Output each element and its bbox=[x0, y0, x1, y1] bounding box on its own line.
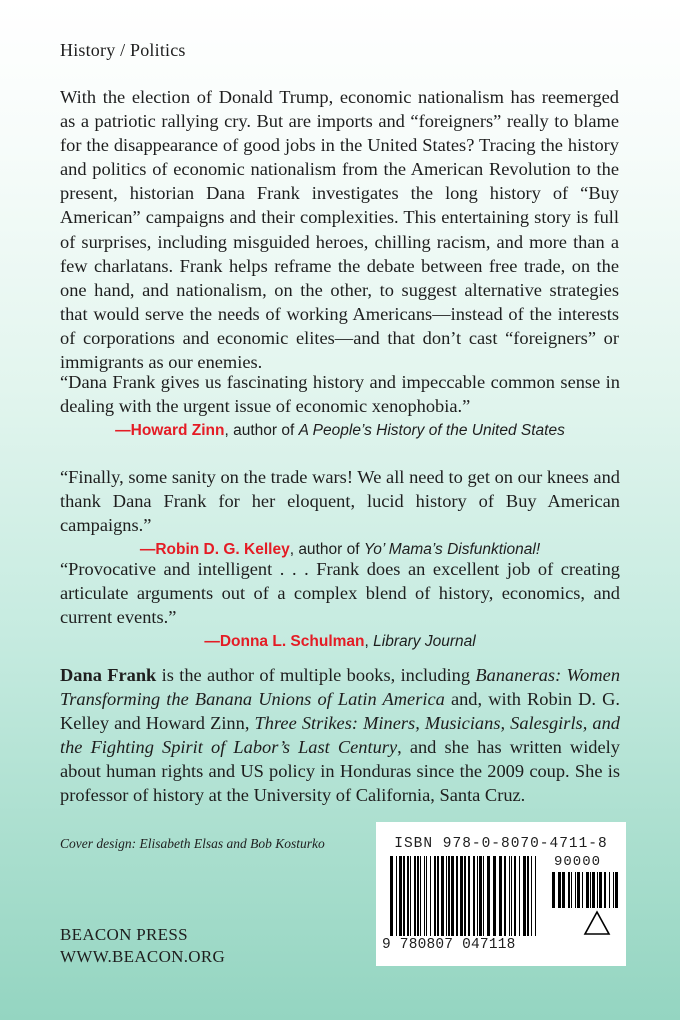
barcode-bar bbox=[426, 856, 427, 936]
barcode-bar bbox=[460, 856, 463, 936]
attribution-work: Yo’ Mama’s Disfunktional! bbox=[363, 541, 541, 559]
barcode-bar bbox=[511, 856, 512, 936]
barcode-bar bbox=[477, 856, 478, 936]
attribution-name: Donna L. Schulman bbox=[219, 633, 365, 651]
publisher-name: BEACON PRESS bbox=[60, 925, 188, 944]
publisher-block bbox=[60, 924, 225, 968]
barcode-bar bbox=[535, 856, 536, 936]
barcode-bar bbox=[575, 872, 576, 908]
price-code: 90000 bbox=[554, 854, 602, 870]
barcode-bar bbox=[407, 856, 409, 936]
endorsement-quote-1 bbox=[60, 370, 620, 442]
attribution-work: A People’s History of the United States bbox=[298, 422, 565, 440]
attribution-dash: — bbox=[204, 633, 220, 651]
quote-text: “Finally, some sanity on the trade wars! We all need to get on our knees and thank Dana Frank for her eloquent, lucid history of Buy American campaigns.” bbox=[60, 467, 620, 536]
barcode-bar bbox=[468, 856, 470, 936]
isbn-label: ISBN 978-0-8070-4711-8 bbox=[394, 836, 608, 852]
barcode-bar bbox=[390, 856, 393, 936]
barcode-bar bbox=[582, 872, 583, 908]
barcode-bar bbox=[446, 856, 447, 936]
barcode-bar bbox=[568, 872, 570, 908]
barcode-bar bbox=[597, 872, 598, 908]
quote-attribution bbox=[60, 631, 620, 653]
barcode-bar bbox=[562, 872, 565, 908]
barcode-bar bbox=[615, 872, 618, 908]
barcode-bar bbox=[399, 856, 402, 936]
barcode-bar bbox=[464, 856, 466, 936]
bio-text: and, with Robin D. G. Kelley and Howard Zinn, bbox=[60, 688, 621, 733]
quote-text: “Provocative and intelligent . . . Frank does an excellent job of creating articulate arguments out of a complex blend of history, economics, and current events.” bbox=[60, 559, 620, 628]
barcode-bar bbox=[493, 856, 496, 936]
barcode-bar bbox=[509, 856, 510, 936]
barcode-bar bbox=[424, 856, 425, 936]
barcode-bar bbox=[599, 872, 602, 908]
attribution-role: , author of bbox=[289, 541, 364, 559]
barcode-bar bbox=[531, 856, 532, 936]
barcode-bar bbox=[514, 856, 516, 936]
quote-text: “Dana Frank gives us fascinating history and impeccable common sense in dealing with the urgent issue of economic xenophobia.” bbox=[60, 372, 620, 417]
barcode-bar bbox=[609, 872, 610, 908]
bio-text: is the author of multiple books, including bbox=[156, 665, 476, 685]
attribution-work: Library Journal bbox=[373, 633, 476, 651]
barcode-bar bbox=[590, 872, 591, 908]
author-name: Dana Frank bbox=[60, 665, 157, 685]
barcode-block bbox=[376, 822, 626, 966]
barcode-bar bbox=[504, 856, 506, 936]
endorsement-quote-3 bbox=[60, 557, 620, 653]
barcode-bar bbox=[487, 856, 490, 936]
barcode-bar bbox=[451, 856, 454, 936]
barcode-bar bbox=[414, 856, 416, 936]
barcode-bar bbox=[483, 856, 484, 936]
category-label: History / Politics bbox=[60, 40, 186, 60]
author-bio bbox=[60, 664, 620, 807]
barcode-bar bbox=[552, 872, 555, 908]
barcode-bar bbox=[396, 856, 397, 936]
bio-text: , and she has written widely about human rights and US policy in Honduras since the 2009 coup. She is professor of history at the University of California, Santa Cruz. bbox=[60, 736, 620, 805]
price-addon-barcode bbox=[552, 872, 618, 908]
barcode-bar bbox=[403, 856, 405, 936]
attribution-name: Howard Zinn bbox=[130, 422, 225, 440]
barcode-bar bbox=[577, 872, 580, 908]
barcode-bar bbox=[558, 872, 561, 908]
publisher-website: WWW.BEACON.ORG bbox=[60, 947, 226, 966]
attribution-name: Robin D. G. Kelley bbox=[155, 541, 290, 559]
attribution-role: , author of bbox=[224, 422, 299, 440]
cover-design-credit: Cover design: Elisabeth Elsas and Bob Kosturko bbox=[60, 836, 325, 851]
barcode-bar bbox=[420, 856, 421, 936]
barcode-bar bbox=[441, 856, 444, 936]
attribution-dash: — bbox=[115, 422, 131, 440]
barcode-bar bbox=[448, 856, 450, 936]
endorsement-quote-2 bbox=[60, 465, 620, 561]
barcode-bar bbox=[410, 856, 411, 936]
barcode-bar bbox=[613, 872, 614, 908]
attribution-role: , bbox=[364, 633, 374, 651]
barcode-bar bbox=[417, 856, 419, 936]
barcode-bar bbox=[499, 856, 502, 936]
barcode-bar bbox=[434, 856, 436, 936]
book-description: With the election of Donald Trump, economic nationalism has reemerged as a patriotic rallying cry. But are imports and “foreigners” really to blame for the disappearance of good jobs in the United States? Tracing the history and politics of economic nationalism from the American Revolution to the present, historian Dana Frank investigates the long history of “Buy American” campaigns and their complexities. This entertaining story is full of surprises, including misguided heroes, chilling racism, and more than a few charlatans. Frank helps reframe the debate between free trade, on the one hand, and nationalism, on the other, to suggest alternative strategies that would serve the needs of working Americans—instead of the interests of corporations and economic elites—and that don’t cast “foreigners” or immigrants as our enemies. bbox=[60, 87, 619, 373]
barcode-bar bbox=[473, 856, 475, 936]
barcode-bar bbox=[571, 872, 572, 908]
triangle-icon bbox=[585, 912, 609, 934]
barcode-bar bbox=[604, 872, 606, 908]
attribution-dash: — bbox=[139, 541, 156, 559]
barcode-digits: 9 780807 047118 bbox=[382, 937, 516, 953]
barcode-bar bbox=[527, 856, 529, 936]
barcode-bar bbox=[430, 856, 431, 936]
barcode-bar bbox=[437, 856, 439, 936]
barcode-bar bbox=[586, 872, 589, 908]
book-title: Bananeras: Women Transforming the Banana Unions of Latin America bbox=[60, 665, 621, 709]
barcode-bar bbox=[592, 872, 595, 908]
barcode-bar bbox=[519, 856, 520, 936]
ean-barcode bbox=[390, 856, 536, 936]
barcode-bar bbox=[523, 856, 526, 936]
barcode-bar bbox=[456, 856, 458, 936]
barcode-bar bbox=[479, 856, 482, 936]
quote-attribution bbox=[60, 420, 620, 442]
book-title: Three Strikes: Miners, Musicians, Salesgirls, and the Fighting Spirit of Labor’s Last Century bbox=[60, 712, 620, 757]
